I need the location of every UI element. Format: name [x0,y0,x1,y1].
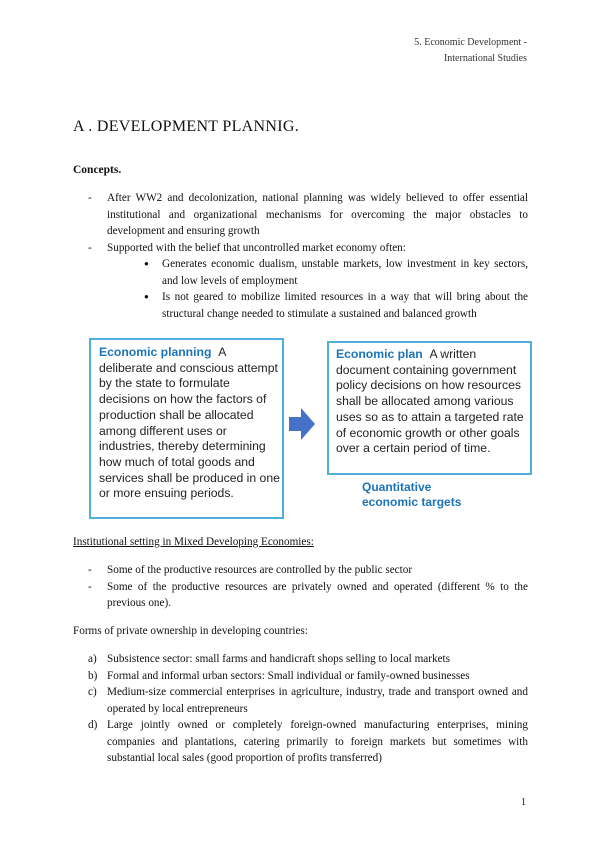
institutional-heading: Institutional setting in Mixed Developing Economies: [73,536,314,548]
institutional-list-block [73,562,528,612]
header-line-2: International Studies [443,53,527,64]
economic-plan-text: A written document containing government policy decisions on how resources shall be allocated among various uses so as to attain a targeted rate of economic growth or other goals over a certain period of time. [336,347,524,456]
concepts-list [73,190,528,322]
economic-planning-box [89,338,284,519]
list-item: - After WW2 and decolonization, national planning was widely believed to offer essential institutional and organizational mechanisms for overcoming the major obstacles to development and ensuring growth [73,190,528,240]
item-label: c) [88,686,97,698]
forms-list [73,651,528,767]
list-item: - Some of the productive resources are controlled by the public sector [73,562,528,579]
list-item-text: Supported with the belief that uncontrolled market economy often: [107,241,406,254]
list-item [73,668,528,685]
institutional-list [73,562,528,612]
concepts-list-block [73,190,528,322]
targets-line-1: Quantitative [362,480,432,494]
item-label: a) [88,653,97,665]
list-item: - Some of the productive resources are privately owned and operated (different % to the previous one). [73,579,528,612]
section-title: A . DEVELOPMENT PLANNIG. [73,118,300,135]
item-text: Formal and informal urban sectors: Small individual or family-owned businesses [107,669,470,682]
forms-list-block [73,651,528,767]
page-header [414,35,527,67]
item-label: d) [88,719,98,731]
header-line-1: 5. Economic Development - [414,37,527,48]
arrow-right-icon [289,408,315,440]
item-text: Large jointly owned or completely foreign-owned manufacturing enterprises, mining companies and plantations, catering primarily to foreign markets but sometimes with substantial local sales (good proportion of profits transferred) [107,719,528,764]
economic-planning-text: A deliberate and conscious attempt by the state to formulate decisions on how the factors of production shall be allocated among different uses or industries, thereby determining how much of total goods and services shall be produced in one or more ensuing periods. [99,345,280,501]
item-label: b) [88,669,98,682]
item-text: Medium-size commercial enterprises in agriculture, industry, trade and transport owned and operated by local entrepreneurs [107,686,528,715]
concepts-sublist [107,256,528,322]
list-item [73,651,528,668]
sublist-item: ● Generates economic dualism, unstable markets, low investment in key sectors, and low levels of employment [144,256,528,289]
list-item [73,717,528,767]
item-text: Subsistence sector: small farms and handicraft shops selling to local markets [107,653,450,665]
concepts-heading: Concepts. [73,164,122,176]
quantitative-targets-label [362,480,461,510]
list-item [73,240,528,323]
page-number: 1 [521,797,526,808]
sublist-item: ● Is not geared to mobilize limited resources in a way that will bring about the structural change needed to stimulate a sustained and balanced growth [144,289,528,322]
economic-plan-title: Economic plan [336,347,423,361]
economic-planning-title: Economic planning [99,345,212,359]
economic-plan-box [327,341,532,475]
forms-heading: Forms of private ownership in developing countries: [73,625,308,637]
list-item [73,684,528,717]
targets-line-2: economic targets [362,495,462,509]
